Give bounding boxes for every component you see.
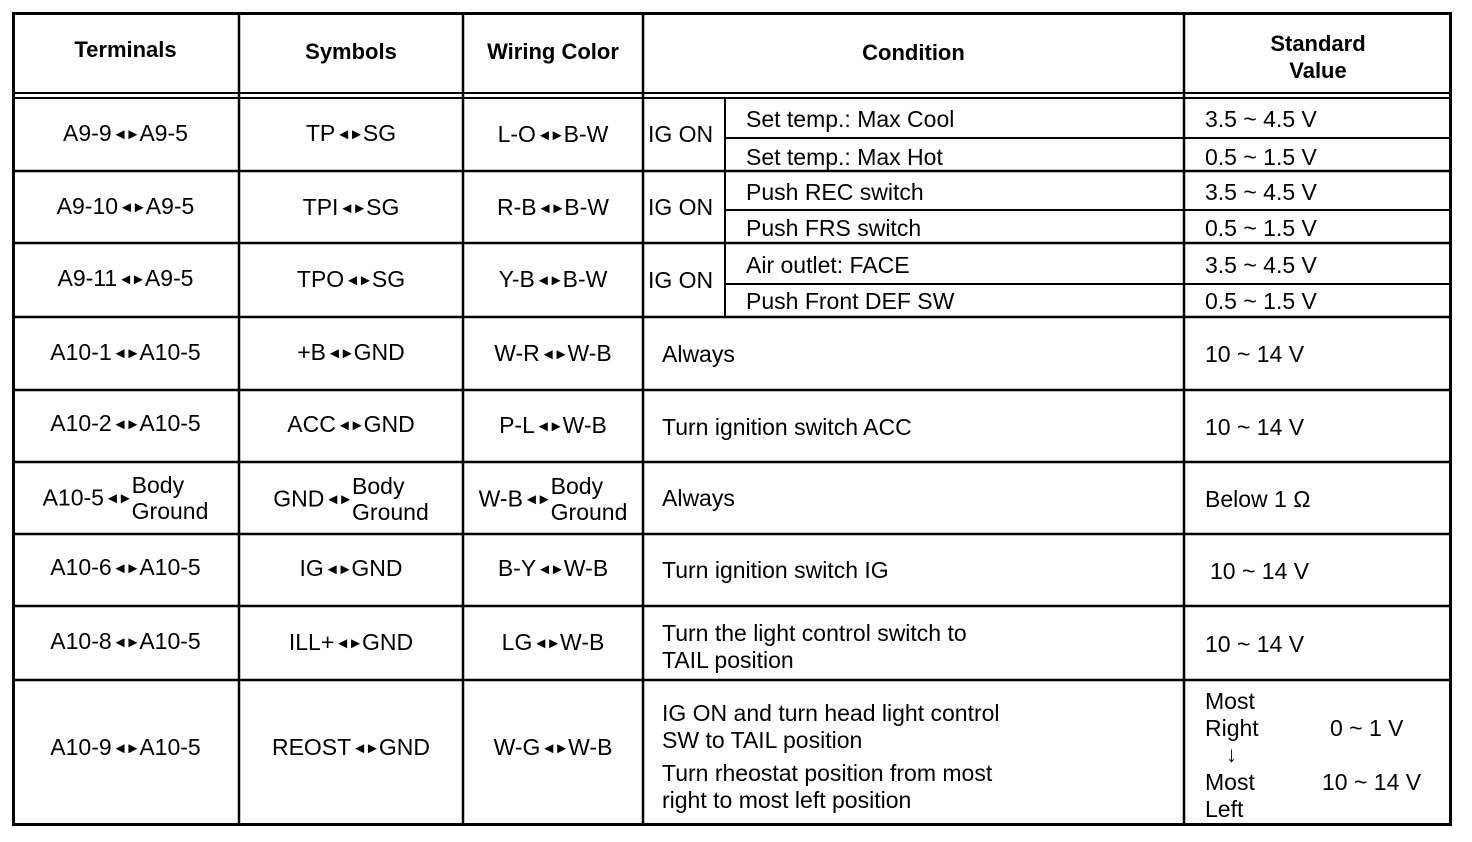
table-row-3b-value: 0.5 ~ 1.5 V <box>1205 288 1317 314</box>
table-row-3a-condition: Air outlet: FACE <box>746 252 910 278</box>
header-symbols: Symbols <box>305 39 397 64</box>
table-row-8-symbols: ILL+◄►GND <box>288 629 414 655</box>
double-arrow-icon: ◄► <box>112 345 139 362</box>
header-wiring-color: Wiring Color <box>487 39 619 64</box>
double-arrow-icon: ◄► <box>541 740 568 757</box>
table-row-2a-value: 3.5 ~ 4.5 V <box>1205 179 1317 205</box>
double-arrow-icon: ◄► <box>352 740 378 757</box>
table-row-1b-value: 0.5 ~ 1.5 V <box>1205 144 1317 170</box>
table-row-2-terminals: A9-10◄►A9-5 <box>56 193 195 219</box>
double-arrow-icon: ◄► <box>112 126 139 143</box>
table-row-6-value: Below 1 Ω <box>1205 486 1311 512</box>
double-arrow-icon: ◄► <box>537 200 564 217</box>
table-row-2b-condition: Push FRS switch <box>746 215 922 241</box>
table-row-7-condition: Turn ignition switch IG <box>662 557 889 583</box>
header-standard-value-line1: Standard <box>1270 31 1366 56</box>
table-row-2b-value: 0.5 ~ 1.5 V <box>1205 215 1317 241</box>
double-arrow-icon: ◄► <box>336 126 362 143</box>
table-row-9-value-left: 10 ~ 14 V <box>1322 769 1422 795</box>
table-row-9-condition-line3: Turn rheostat position from most <box>662 760 993 786</box>
table-row-9-condition-line2: SW to TAIL position <box>662 727 863 753</box>
down-arrow-icon: ↓ <box>1226 742 1237 767</box>
table-row-7-terminals: A10-6◄►A10-5 <box>50 554 201 580</box>
table-row-2-symbols: TPI◄►SG <box>302 194 400 220</box>
double-arrow-icon: ◄► <box>535 272 562 289</box>
table-row-5-wiring: P-L◄►W-B <box>499 412 607 438</box>
table-row-2a-condition: Push REC switch <box>746 179 924 205</box>
double-arrow-icon: ◄► <box>523 490 550 508</box>
table-row-1a-condition: Set temp.: Max Cool <box>746 106 955 132</box>
double-arrow-icon: ◄► <box>326 345 353 362</box>
table-row-9-value-most-1: Most <box>1205 688 1255 714</box>
table-row-1-condition-group: IG ON <box>648 121 714 147</box>
table-row-3a-value: 3.5 ~ 4.5 V <box>1205 252 1317 278</box>
table-row-9-value-right: 0 ~ 1 V <box>1330 715 1404 741</box>
table-row-8-value: 10 ~ 14 V <box>1205 631 1305 657</box>
double-arrow-icon: ◄► <box>533 635 560 652</box>
table-row-8-condition-line1: Turn the light control switch to <box>662 620 967 646</box>
table-row-9-condition-line1: IG ON and turn head light control <box>662 700 1000 726</box>
header-terminals: Terminals <box>74 37 177 62</box>
double-arrow-icon: ◄► <box>112 416 139 433</box>
double-arrow-icon: ◄► <box>536 127 563 144</box>
header-standard-value-line2: Value <box>1289 58 1347 83</box>
table-row-6-terminals: A10-5◄► Body Ground <box>42 472 209 524</box>
double-arrow-icon: ◄► <box>118 271 144 288</box>
double-arrow-icon: ◄► <box>336 417 363 434</box>
header-condition: Condition <box>862 40 965 65</box>
table-row-1-symbols: TP◄►SG <box>305 120 397 146</box>
table-row-4-symbols: +B◄►GND <box>297 339 405 365</box>
specification-table <box>12 12 1452 826</box>
table-row-9-wiring: W-G◄►W-B <box>493 734 613 760</box>
table-row-3-condition-group: IG ON <box>648 267 714 293</box>
table-row-9-terminals: A10-9◄►A10-5 <box>50 734 201 760</box>
table-row-6-wiring: W-B◄► Body Ground <box>478 473 628 525</box>
table-row-2-condition-group: IG ON <box>648 194 714 220</box>
double-arrow-icon: ◄► <box>535 418 562 435</box>
table-row-4-condition: Always <box>662 341 735 367</box>
table-row-1-wiring: L-O◄►B-W <box>497 121 609 147</box>
table-row-9-value-left-label: Left <box>1205 796 1244 822</box>
table-row-9-condition-line4: right to most left position <box>662 787 912 813</box>
double-arrow-icon: ◄► <box>324 561 351 578</box>
table-row-1a-value: 3.5 ~ 4.5 V <box>1205 106 1317 132</box>
double-arrow-icon: ◄► <box>104 489 131 507</box>
table-row-3-symbols: TPO◄►SG <box>296 266 406 292</box>
table-row-9-symbols: REOST◄►GND <box>271 734 431 760</box>
double-arrow-icon: ◄► <box>345 272 371 289</box>
table-row-8-condition-line2: TAIL position <box>662 647 794 673</box>
table-row-5-terminals: A10-2◄►A10-5 <box>50 410 201 436</box>
table-row-3-wiring: Y-B◄►B-W <box>498 266 608 292</box>
table-row-4-wiring: W-R◄►W-B <box>494 340 612 366</box>
double-arrow-icon: ◄► <box>119 199 145 216</box>
table-row-5-value: 10 ~ 14 V <box>1205 414 1305 440</box>
table-row-9-value-most-2: Most <box>1205 769 1255 795</box>
table-row-5-symbols: ACC◄►GND <box>287 411 415 437</box>
table-row-5-condition: Turn ignition switch ACC <box>662 414 912 440</box>
double-arrow-icon: ◄► <box>112 560 139 577</box>
table-row-7-wiring: B-Y◄►W-B <box>497 555 609 581</box>
table-row-4-terminals: A10-1◄►A10-5 <box>50 339 201 365</box>
table-row-8-terminals: A10-8◄►A10-5 <box>50 628 201 654</box>
double-arrow-icon: ◄► <box>112 634 139 651</box>
double-arrow-icon: ◄► <box>339 200 366 217</box>
table-row-6-symbols: GND◄► Body Ground <box>273 473 429 525</box>
table-row-3b-condition: Push Front DEF SW <box>746 288 955 314</box>
table-row-2-wiring: R-B◄►B-W <box>496 194 610 220</box>
double-arrow-icon: ◄► <box>540 346 567 363</box>
double-arrow-icon: ◄► <box>325 490 352 508</box>
table-row-7-symbols: IG◄►GND <box>299 555 403 581</box>
double-arrow-icon: ◄► <box>112 740 139 757</box>
table-row-1-terminals: A9-9◄►A9-5 <box>63 120 188 146</box>
table-row-1b-condition: Set temp.: Max Hot <box>746 144 943 170</box>
table-row-7-value: 10 ~ 14 V <box>1210 558 1310 584</box>
double-arrow-icon: ◄► <box>537 561 563 578</box>
double-arrow-icon: ◄► <box>335 635 361 652</box>
table-row-9-value-right-label: Right <box>1205 715 1259 741</box>
table-row-6-condition: Always <box>662 485 735 511</box>
table-row-3-terminals: A9-11◄►A9-5 <box>57 265 194 291</box>
table-row-4-value: 10 ~ 14 V <box>1205 341 1305 367</box>
table-row-8-wiring: LG◄►W-B <box>501 629 605 655</box>
